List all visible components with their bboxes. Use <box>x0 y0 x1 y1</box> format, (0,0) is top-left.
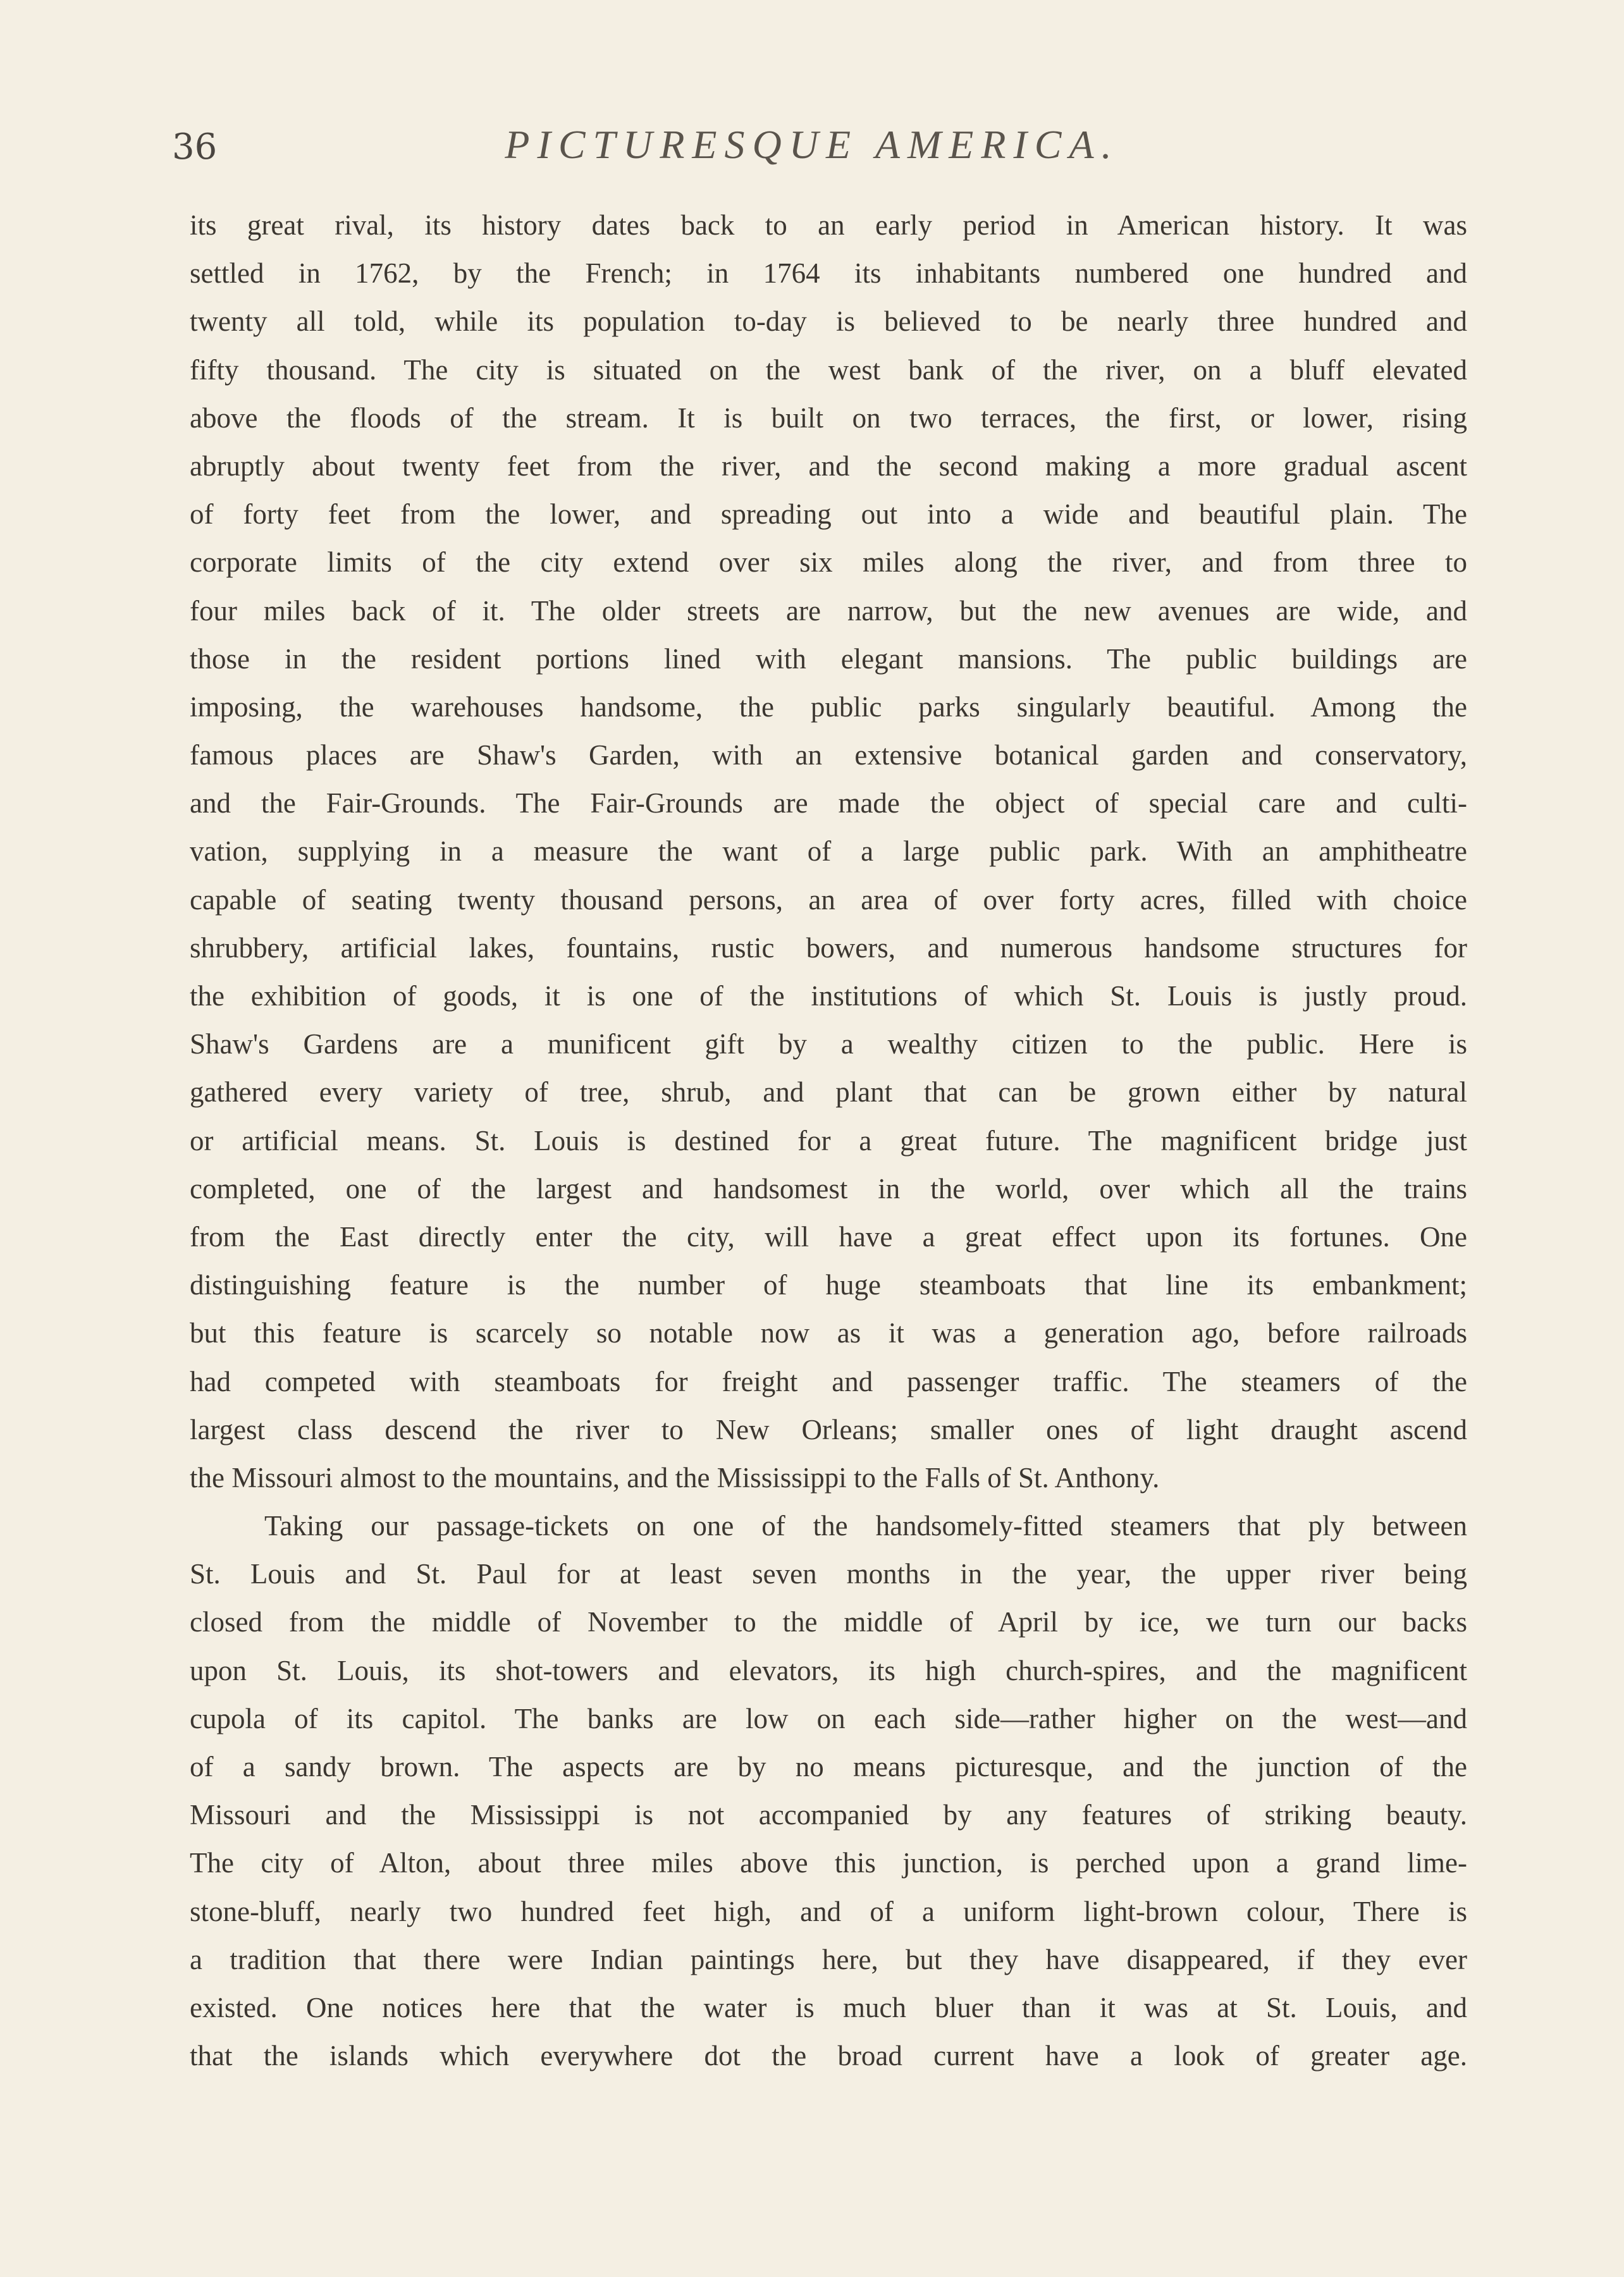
page-number: 36 <box>172 126 218 168</box>
text-line: the exhibition of goods, it is one of the institutions of which St. Louis is justly proud. <box>190 980 1467 1012</box>
text-line: the Missouri almost to the mountains, and the Mississippi to the Falls of St. Anthony. <box>190 1461 1160 1494</box>
text-line: those in the resident portions lined with elegant mansions. The public buildings are <box>190 642 1467 675</box>
text-line: above the floods of the stream. It is built on two terraces, the first, or lower, rising <box>190 402 1467 434</box>
text-line: Shaw's Gardens are a munificent gift by a wealthy citizen to the public. Here is <box>190 1028 1467 1060</box>
text-line: distinguishing feature is the number of huge steamboats that line its embankment; <box>190 1269 1467 1301</box>
text-line: abruptly about twenty feet from the river, and the second making a more gradual ascent <box>190 450 1467 482</box>
text-line: Taking our passage-tickets on one of the handsomely-fitted steamers that ply between <box>264 1510 1467 1542</box>
text-line: of forty feet from the lower, and spreading out into a wide and beautiful plain. The <box>190 498 1467 531</box>
text-line: twenty all told, while its population to-day is believed to be nearly three hundred and <box>190 305 1467 338</box>
paragraph-2 <box>190 1502 1467 2080</box>
text-line: largest class descend the river to New Orleans; smaller ones of light draught ascend <box>190 1413 1467 1445</box>
text-line: its great rival, its history dates back to an early period in American history. It was <box>190 209 1467 241</box>
text-line: cupola of its capitol. The banks are low on each side—rather higher on the west—and <box>190 1702 1467 1734</box>
text-line: had competed with steamboats for freight and passenger traffic. The steamers of the <box>190 1365 1467 1397</box>
text-line: existed. One notices here that the water is much bluer than it was at St. Louis, and <box>190 1991 1467 2023</box>
text-line: that the islands which everywhere dot the broad current have a look of greater age. <box>190 2040 1467 2072</box>
text-line: famous places are Shaw's Garden, with an extensive botanical garden and conservatory, <box>190 739 1467 771</box>
running-head: PICTURESQUE AMERICA. <box>505 122 1119 167</box>
text-line: St. Louis and St. Paul for at least seven months in the year, the upper river being <box>190 1558 1467 1590</box>
text-line: of a sandy brown. The aspects are by no means picturesque, and the junction of the <box>190 1751 1467 1783</box>
text-line: The city of Alton, about three miles above this junction, is perched upon a grand lime- <box>190 1847 1467 1879</box>
text-line: four miles back of it. The older streets are narrow, but the new avenues are wide, and <box>190 594 1467 627</box>
text-line: vation, supplying in a measure the want of a large public park. With an amphitheatre <box>190 835 1467 868</box>
text-line: gathered every variety of tree, shrub, and plant that can be grown either by natural <box>190 1076 1467 1108</box>
text-line: corporate limits of the city extend over six miles along the river, and from three to <box>190 546 1467 579</box>
text-line: imposing, the warehouses handsome, the public parks singularly beautiful. Among the <box>190 690 1467 723</box>
text-line: from the East directly enter the city, will have a great effect upon its fortunes. One <box>190 1220 1467 1253</box>
text-line: shrubbery, artificial lakes, fountains, rustic bowers, and numerous handsome structures for <box>190 931 1467 964</box>
text-line: closed from the middle of November to the middle of April by ice, we turn our backs <box>190 1606 1467 1638</box>
text-line: settled in 1762, by the French; in 1764 its inhabitants numbered one hundred and <box>190 257 1467 290</box>
text-line: upon St. Louis, its shot-towers and elevators, its high church-spires, and the magnificent <box>190 1654 1467 1686</box>
paragraph-1 <box>190 201 1467 1502</box>
text-line: a tradition that there were Indian paintings here, but they have disappeared, if they ever <box>190 1943 1467 1975</box>
text-line: stone-bluff, nearly two hundred feet high, and of a uniform light-brown colour, There is <box>190 1895 1467 1927</box>
text-line: completed, one of the largest and handsomest in the world, over which all the trains <box>190 1172 1467 1205</box>
text-line: and the Fair-Grounds. The Fair-Grounds are made the object of special care and culti- <box>190 787 1467 819</box>
text-line: fifty thousand. The city is situated on the west bank of the river, on a bluff elevated <box>190 353 1467 386</box>
body-text <box>190 201 1467 2080</box>
text-line: but this feature is scarcely so notable now as it was a generation ago, before railroads <box>190 1317 1467 1349</box>
text-line: or artificial means. St. Louis is destined for a great future. The magnificent bridge just <box>190 1124 1467 1157</box>
text-line: capable of seating twenty thousand persons, an area of over forty acres, filled with choice <box>190 883 1467 916</box>
text-line: Missouri and the Mississippi is not accompanied by any features of striking beauty. <box>190 1799 1467 1831</box>
